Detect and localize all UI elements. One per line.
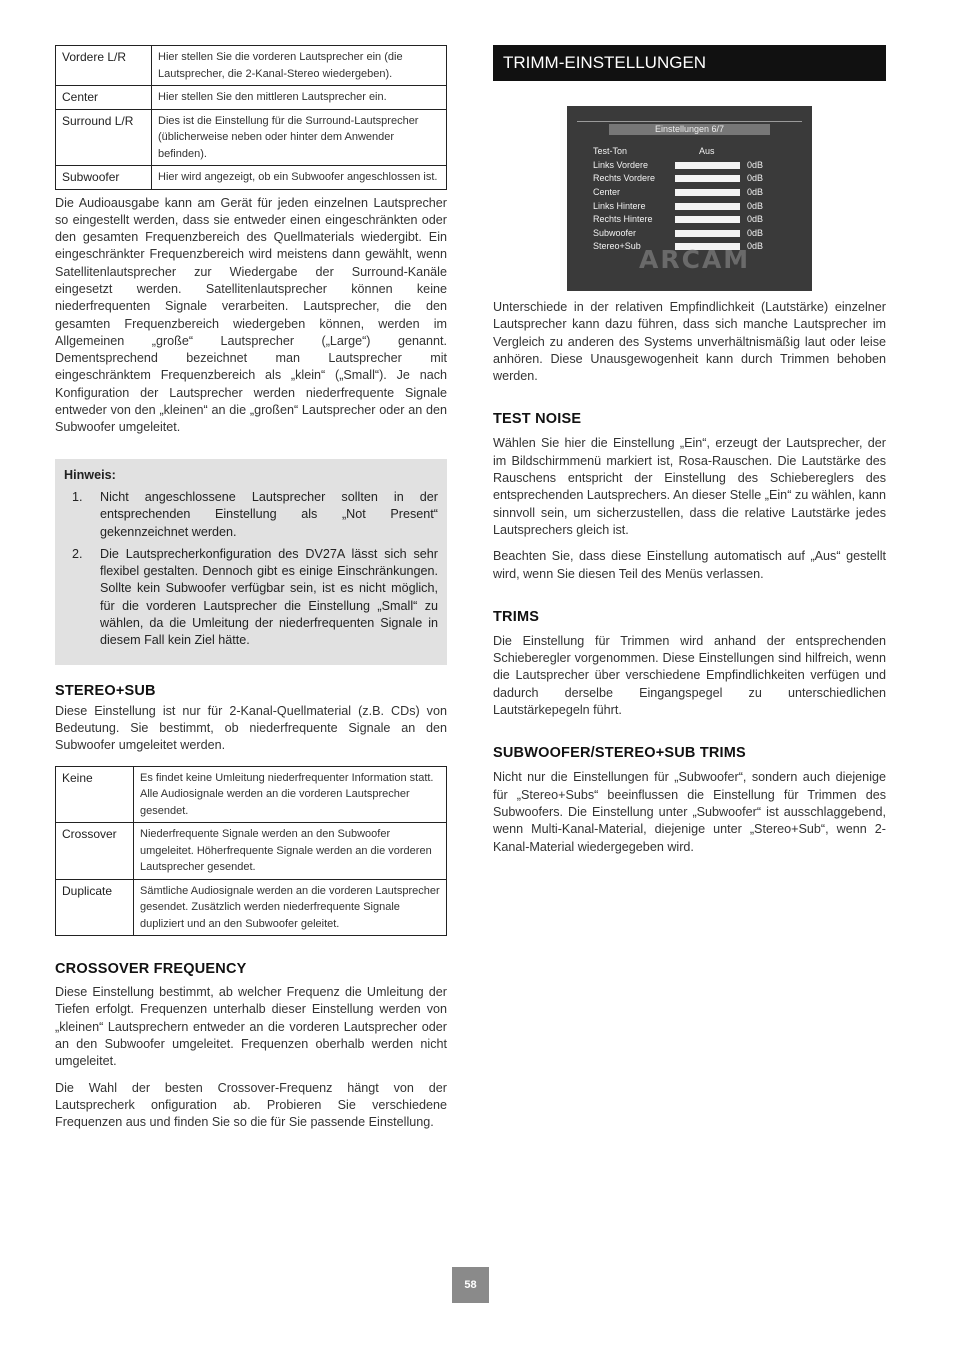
table-row bbox=[56, 86, 447, 110]
note-list bbox=[64, 489, 438, 650]
table-value: Hier wird angezeigt, ob ein Subwoofer angeschlossen ist. bbox=[152, 166, 447, 190]
osd-channel-label: Subwoofer bbox=[593, 228, 637, 238]
section-banner: TRIMM-EINSTELLUNGEN bbox=[493, 45, 886, 81]
table-row bbox=[56, 879, 447, 936]
osd-channel-label: Rechts Vordere bbox=[593, 173, 656, 183]
list-item bbox=[64, 546, 438, 650]
osd-channel-value: 0dB bbox=[747, 173, 764, 183]
list-number: 1. bbox=[72, 489, 83, 504]
osd-channel-value: 0dB bbox=[747, 241, 764, 251]
test-noise-heading: TEST NOISE bbox=[493, 411, 582, 428]
sub-trims-paragraph: Nicht nur die Einstellungen für „Subwoofer“, sondern auch diejenige für „Stereo+Subs“ beeinflussen die Einstellung für Trimmen des Subwoofers. Die Einstellung unter „Subwoofer“ ist ausschlaggebend, wenn Multi-Kanal-Material, diejenige unter „Stereo+Sub“, wenn 2-Kanal-Material wiedergegeben wird. bbox=[493, 770, 886, 854]
table-value: Hier stellen Sie die vorderen Lautsprecher ein (die Lautsprecher, die 2-Kanal-Stereo wiedergeben). bbox=[152, 46, 447, 86]
stereo-sub-table bbox=[55, 766, 447, 937]
osd-channel-value: 0dB bbox=[747, 214, 764, 224]
table-key: Keine bbox=[56, 766, 134, 823]
note-title: Hinweis bbox=[64, 467, 112, 482]
osd-channel-label: Links Hintere bbox=[593, 201, 646, 211]
table-row bbox=[56, 766, 447, 823]
table-value: Niederfrequente Signale werden an den Subwoofer umgeleitet. Höherfrequente Signale werden an die vorderen Lautsprecher gesendet. bbox=[134, 823, 447, 880]
osd-channel-label: Center bbox=[593, 187, 621, 197]
table-key: Duplicate bbox=[56, 879, 134, 936]
crossover-heading: CROSSOVER FREQUENCY bbox=[55, 961, 247, 978]
table-row bbox=[56, 823, 447, 880]
osd-channel-value: 0dB bbox=[747, 160, 764, 170]
osd-channel-label: Rechts Hintere bbox=[593, 214, 653, 224]
right-column bbox=[493, 45, 886, 856]
table-row bbox=[56, 46, 447, 86]
osd-test-label: Test-Ton bbox=[593, 146, 628, 156]
osd-channel-value: 0dB bbox=[747, 187, 764, 197]
list-number: 2. bbox=[72, 546, 83, 561]
table-value: Es findet keine Umleitung niederfrequenter Information statt. Alle Audiosignale werden an die vorderen Lautsprecher gesendet. bbox=[134, 766, 447, 823]
crossover-paragraph: Diese Einstellung bestimmt, ab welcher Frequenz die Umleitung der Tiefen erfolgt. Frequenzen unterhalb dieser Einstellung werden von „kleinen“ Lautsprechern entweder an die vorderen Lautsprecher oder an den Subwoofer umgeleitet. Frequenzen oberhalb werden nicht umgeleitet. bbox=[55, 985, 447, 1069]
osd-channel-value: 0dB bbox=[747, 228, 764, 238]
osd-level-bar bbox=[675, 203, 740, 210]
arcam-logo: ARCAM bbox=[639, 245, 751, 274]
osd-rule bbox=[577, 121, 802, 122]
test-noise-paragraph: Wählen Sie hier die Einstellung „Ein“, erzeugt der Lautsprecher, der im Bildschirmmenü markiert ist, Rosa-Rauschen. Die Lautstärke des Rauschens entspricht der Einstellung des Schiebereglers des entsprechenden Lautsprechers. An dieser Stelle „Ein“ zu wählen, kann sinnvoll sein, um sicherzustellen, dass die relative Lautstärke jedes Lautsprechers gleich ist. bbox=[493, 436, 886, 537]
table-value: Dies ist die Einstellung für die Surround-Lautsprecher (üblicherweise neben oder hinter dem Anwender befinden). bbox=[152, 109, 447, 166]
table-key: Crossover bbox=[56, 823, 134, 880]
trimm-intro: Unterschiede in der relativen Empfindlichkeit (Lautstärke) einzelner Lautsprecher kann dazu führen, dass sich manche Lautsprecher im Vergleich zu anderen des Systems unverhältnismäßig laut oder leise anhören. Diese Unausgewogenheit kann durch Trimmen behoben werden. bbox=[493, 300, 886, 384]
osd-header: Einstellungen 6/7 bbox=[609, 124, 770, 135]
list-item bbox=[64, 489, 438, 541]
osd-screenshot bbox=[567, 106, 812, 291]
trims-paragraph: Die Einstellung für Trimmen wird anhand der entsprechenden Schieberegler vorgenommen. Diese Einstellungen sind hilfreich, wenn die Lautsprecher über verschiedene Empfindlichkeiten verfügen und dadurch derselbe Eingangspegel zu unterschiedlichen Lautstärkepegeln führt. bbox=[493, 633, 886, 718]
osd-channel-value: 0dB bbox=[747, 201, 764, 211]
stereo-sub-heading: STEREO+SUB bbox=[55, 682, 156, 699]
osd-test-value: Aus bbox=[699, 146, 715, 156]
page-number: 58 bbox=[452, 1267, 489, 1303]
table-key: Vordere L/R bbox=[56, 46, 152, 86]
trims-heading: TRIMS bbox=[493, 608, 540, 625]
note-box: Hinweis: 1. Nicht angeschlossene Lautsprecher sollten in der entsprechenden Einstellung als „Not Present“ gekennzeichnet werden. 2. Die Lautsprecherkonfiguration des DV27A lässt sich sehr flexibel gestalten. Dennoch gibt es einige Einschränkungen. Sollte kein Subwoofer verfügbar sein, ist es nicht möglich, für die vorderen Lautsprecher die Einstellung „Small“ zu wählen, da die Umleitung der niederfrequenten Signale in diesem Fall kein Ziel hätte. bbox=[55, 459, 447, 665]
list-text: Nicht angeschlossene Lautsprecher sollten in der entsprechenden Einstellung als „Not Present“ gekennzeichnet werden. bbox=[100, 489, 438, 539]
table-value: Hier stellen Sie den mittleren Lautsprecher ein. bbox=[152, 86, 447, 110]
speaker-table bbox=[55, 45, 447, 190]
osd-level-bar bbox=[675, 230, 740, 237]
left-column bbox=[55, 45, 447, 1131]
intro-paragraph: Die Audioausgabe kann am Gerät für jeden einzelnen Lautsprecher so eingestellt werden, dass sie entweder einen eingeschränkten oder den gesamten Frequenzbereich des Quellmaterials wiedergibt. Ein eingeschränkter Frequenzbereich wird meistens dann gewählt, wenn Satellitenlautsprecher zur Wiedergabe der Surround-Kanäle eingesetzt werden. Satellitenlautsprecher können keine niederfrequenten Signale verarbeiten. Lautsprecher, die den gesamten Frequenzbereich wiedergeben können, werden im Allgemeinen „große“ Lautsprecher („Large“) genannt. Dementsprechend bezeichnet man Lautsprecher mit eingeschränktem Frequenzbereich als „klein“ („Small“). Je nach Konfiguration der Lautsprecher werden niederfrequente Signale entweder von den „kleinen“ an die „großen“ Lautsprecher oder an den Subwoofer umgeleitet. bbox=[55, 195, 447, 435]
stereo-sub-text: Diese Einstellung ist nur für 2-Kanal-Quellmaterial (z.B. CDs) von Bedeutung. Sie bestimmt, ob niederfrequente Signale an den Subwoofer umgeleitet werden. bbox=[55, 703, 447, 753]
sub-trims-heading: SUBWOOFER/STEREO+SUB TRIMS bbox=[493, 745, 746, 762]
table-key: Surround L/R bbox=[56, 109, 152, 166]
osd-level-bar bbox=[675, 162, 740, 169]
table-key: Center bbox=[56, 86, 152, 110]
osd-level-bar bbox=[675, 189, 740, 196]
osd-level-bar bbox=[675, 175, 740, 182]
test-noise-paragraph: Beachten Sie, dass diese Einstellung automatisch auf „Aus“ gestellt wird, wenn Sie diesen Teil des Menüs verlassen. bbox=[493, 549, 886, 581]
table-row bbox=[56, 109, 447, 166]
osd-channel-label: Links Vordere bbox=[593, 160, 649, 170]
list-text: Die Lautsprecherkonfiguration des DV27A lässt sich sehr flexibel gestalten. Dennoch gibt es einige Einschränkungen. Sollte kein Subwoofer verfügbar sein, ist es nicht möglich, für die vorderen Lautsprecher die Einstellung „Small“ zu wählen, da die Umleitung der niederfrequenten Signale in diesem Fall kein Ziel hätte. bbox=[100, 546, 438, 648]
osd-channel-label: Stereo+Sub bbox=[593, 241, 641, 251]
table-row bbox=[56, 166, 447, 190]
crossover-paragraph: Die Wahl der besten Crossover-Frequenz hängt von der Lautsprecherk onfiguration ab. Probieren Sie verschiedene Frequenzen aus und finden Sie so die für Sie passende Einstellung. bbox=[55, 1080, 447, 1130]
table-value: Sämtliche Audiosignale werden an die vorderen Lautsprecher gesendet. Zusätzlich werden niederfrequente Signale dupliziert und an den Subwoofer geleitet. bbox=[134, 879, 447, 936]
table-key: Subwoofer bbox=[56, 166, 152, 190]
osd-level-bar bbox=[675, 216, 740, 223]
